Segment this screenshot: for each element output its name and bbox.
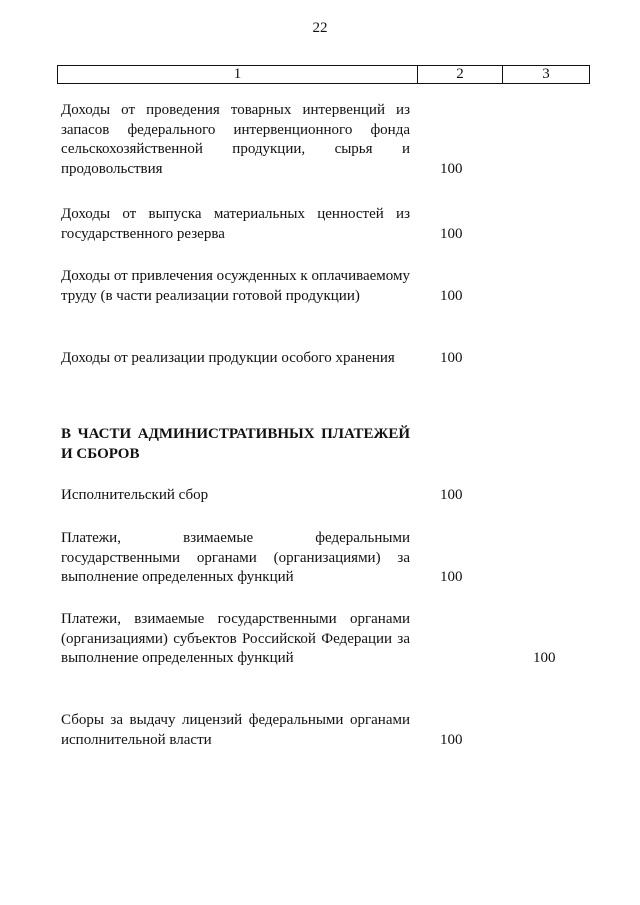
fee-row-col2: 100 bbox=[440, 487, 463, 503]
page-number: 22 bbox=[312, 20, 328, 36]
column-header-1: 1 bbox=[58, 66, 418, 83]
revenue-row-text: Доходы от реализации продукции особого хранения bbox=[61, 350, 395, 366]
fee-row-text: Сборы за выдачу лицензий федеральными органами исполнительной власти bbox=[61, 712, 410, 748]
revenue-row bbox=[61, 267, 463, 306]
fee-row-text: Платежи, взимаемые федеральными государственными органами (организациями) за выполнение определенных функций bbox=[61, 530, 410, 585]
revenue-row-col2: 100 bbox=[440, 350, 463, 366]
fee-row-col2: 100 bbox=[440, 569, 463, 585]
revenue-row-text: Доходы от привлечения осужденных к оплачиваемому труду (в части реализации готовой продукции) bbox=[61, 268, 410, 304]
revenue-row-col2: 100 bbox=[440, 160, 463, 177]
revenue-row-text: Доходы от проведения товарных интервенций из запасов федерального интервенционного фонда сельскохозяйственной продукции, сырья и продовольствия bbox=[61, 102, 410, 177]
fee-row bbox=[61, 610, 556, 669]
fee-row-col2: 100 bbox=[440, 731, 463, 748]
revenue-row-text: Доходы от выпуска материальных ценностей из государственного резерва bbox=[61, 206, 410, 242]
fee-row bbox=[61, 486, 463, 506]
column-header-table bbox=[57, 65, 590, 84]
fee-row-text: Исполнительский сбор bbox=[61, 487, 209, 503]
section-heading-text: В ЧАСТИ АДМИНИСТРАТИВНЫХ ПЛАТЕЖЕЙ И СБОРОВ bbox=[61, 426, 410, 462]
fee-row-col3: 100 bbox=[533, 650, 556, 666]
revenue-row bbox=[61, 101, 463, 179]
section-heading bbox=[61, 425, 410, 464]
column-header-3: 3 bbox=[542, 66, 550, 82]
fee-row bbox=[61, 711, 463, 750]
fee-row-text: Платежи, взимаемые государственными органами (организациями) субъектов Российской Федерации за выполнение определенных функций bbox=[61, 611, 410, 666]
revenue-row-col2: 100 bbox=[440, 287, 463, 304]
revenue-row-col2: 100 bbox=[440, 225, 463, 242]
revenue-row bbox=[61, 349, 463, 369]
revenue-row bbox=[61, 205, 463, 244]
column-header-2: 2 bbox=[418, 66, 503, 83]
fee-row bbox=[61, 529, 463, 588]
